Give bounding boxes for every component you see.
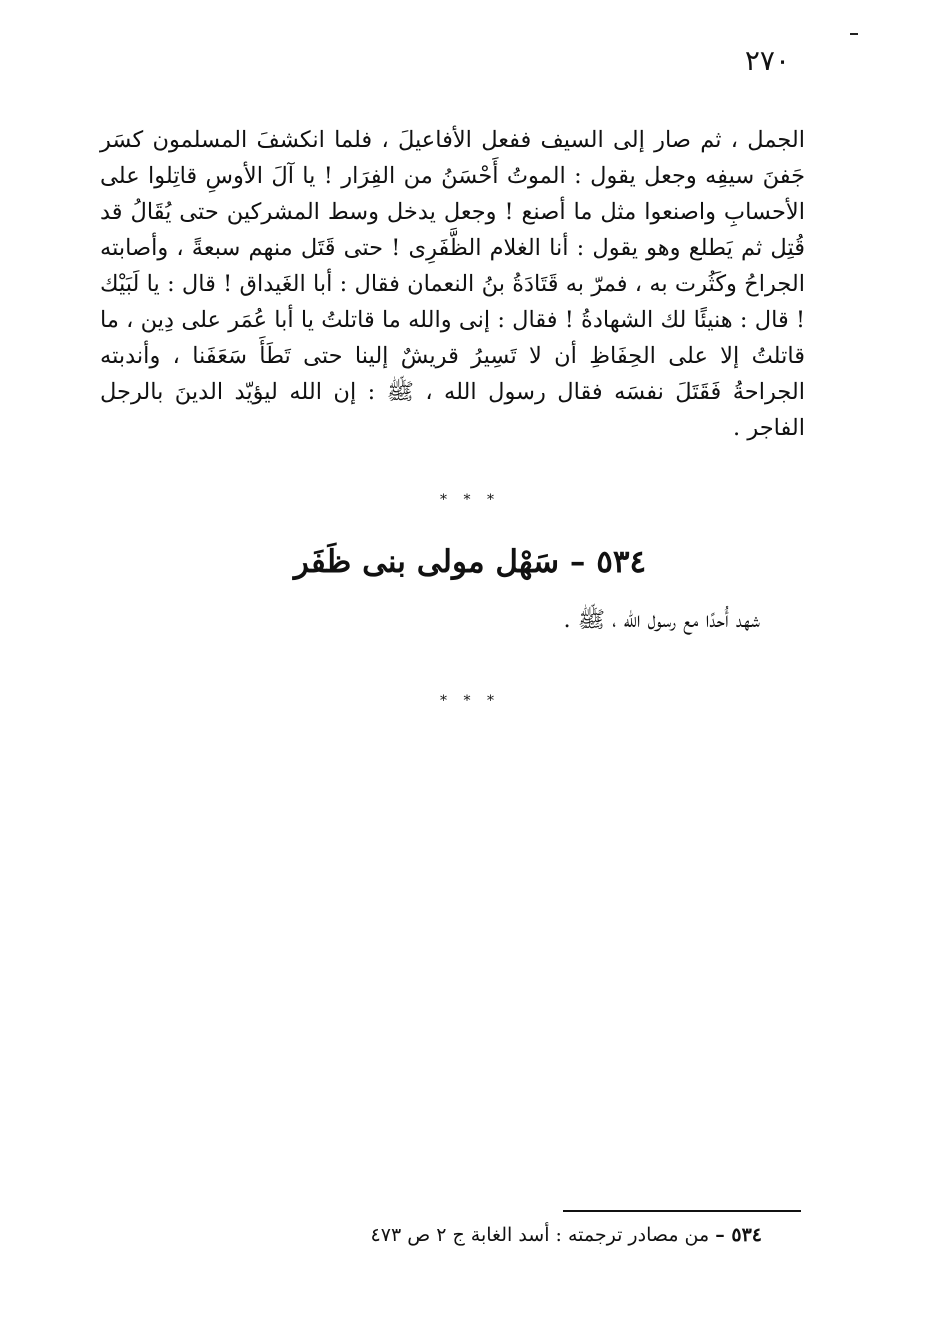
entry-text: شهد أُحدًا مع رسول الله ، ﷺ . xyxy=(563,607,760,633)
paragraph: الجمل ، ثم صار إلى السيف ففعل الأفاعيلَ ، فلما انكشفَ المسلمون كسَر جَفنَ سيفِه وجعل يقول : الموتُ أَحْسَنُ من الفِرَار ! يا آلَ الأوسِ قاتِلوا على الأحسابِ واصنعوا مثل ما أصنع ! وجعل يدخل وسط المشركين حتى يُقَالُ قد قُتِل ثم يَطلع وهو يقول : أنا الغلام الظَّفَرِى ! حتى قَتَل منهم سبعةً ، وأصابته الجراحُ وكَثُرت به ، فمرّ به قَتَادَةُ بنُ النعمان فقال : أبا الغَيداق ! قال : يا لَبَيْك ! قال : هنيئًا لك الشهادةُ ! فقال : إنى والله ما قاتلتُ يا أبا عُمَر على دِين ، ما قاتلتُ إلا على الحِفَاظِ أن لا تَسِيرُ قريشٌ إلينا حتى تَطَأَ سَعَفَنا ، وأندبته الجراحةُ فَقَتَلَ نفسَه فقال رسول الله ، ﷺ : إن الله ليؤيّد الدينَ بالرجل الفاجر . xyxy=(100,127,805,441)
corner-mark xyxy=(850,33,858,35)
footnote-number: ٥٣٤ – xyxy=(715,1224,762,1246)
section-divider: * * * xyxy=(440,492,500,508)
page-number: ٢٧٠ xyxy=(744,44,790,77)
section-divider: * * * xyxy=(440,693,500,709)
footnote-text: من مصادر ترجمته : أسد الغابة ج ٢ ص ٤٧٣ xyxy=(370,1224,710,1246)
footnote-rule xyxy=(563,1210,801,1212)
footnote xyxy=(300,1220,762,1250)
entry-title: ٥٣٤ – سَهْل مولى بنى ظَفَر xyxy=(293,544,647,580)
body-text xyxy=(100,122,805,446)
